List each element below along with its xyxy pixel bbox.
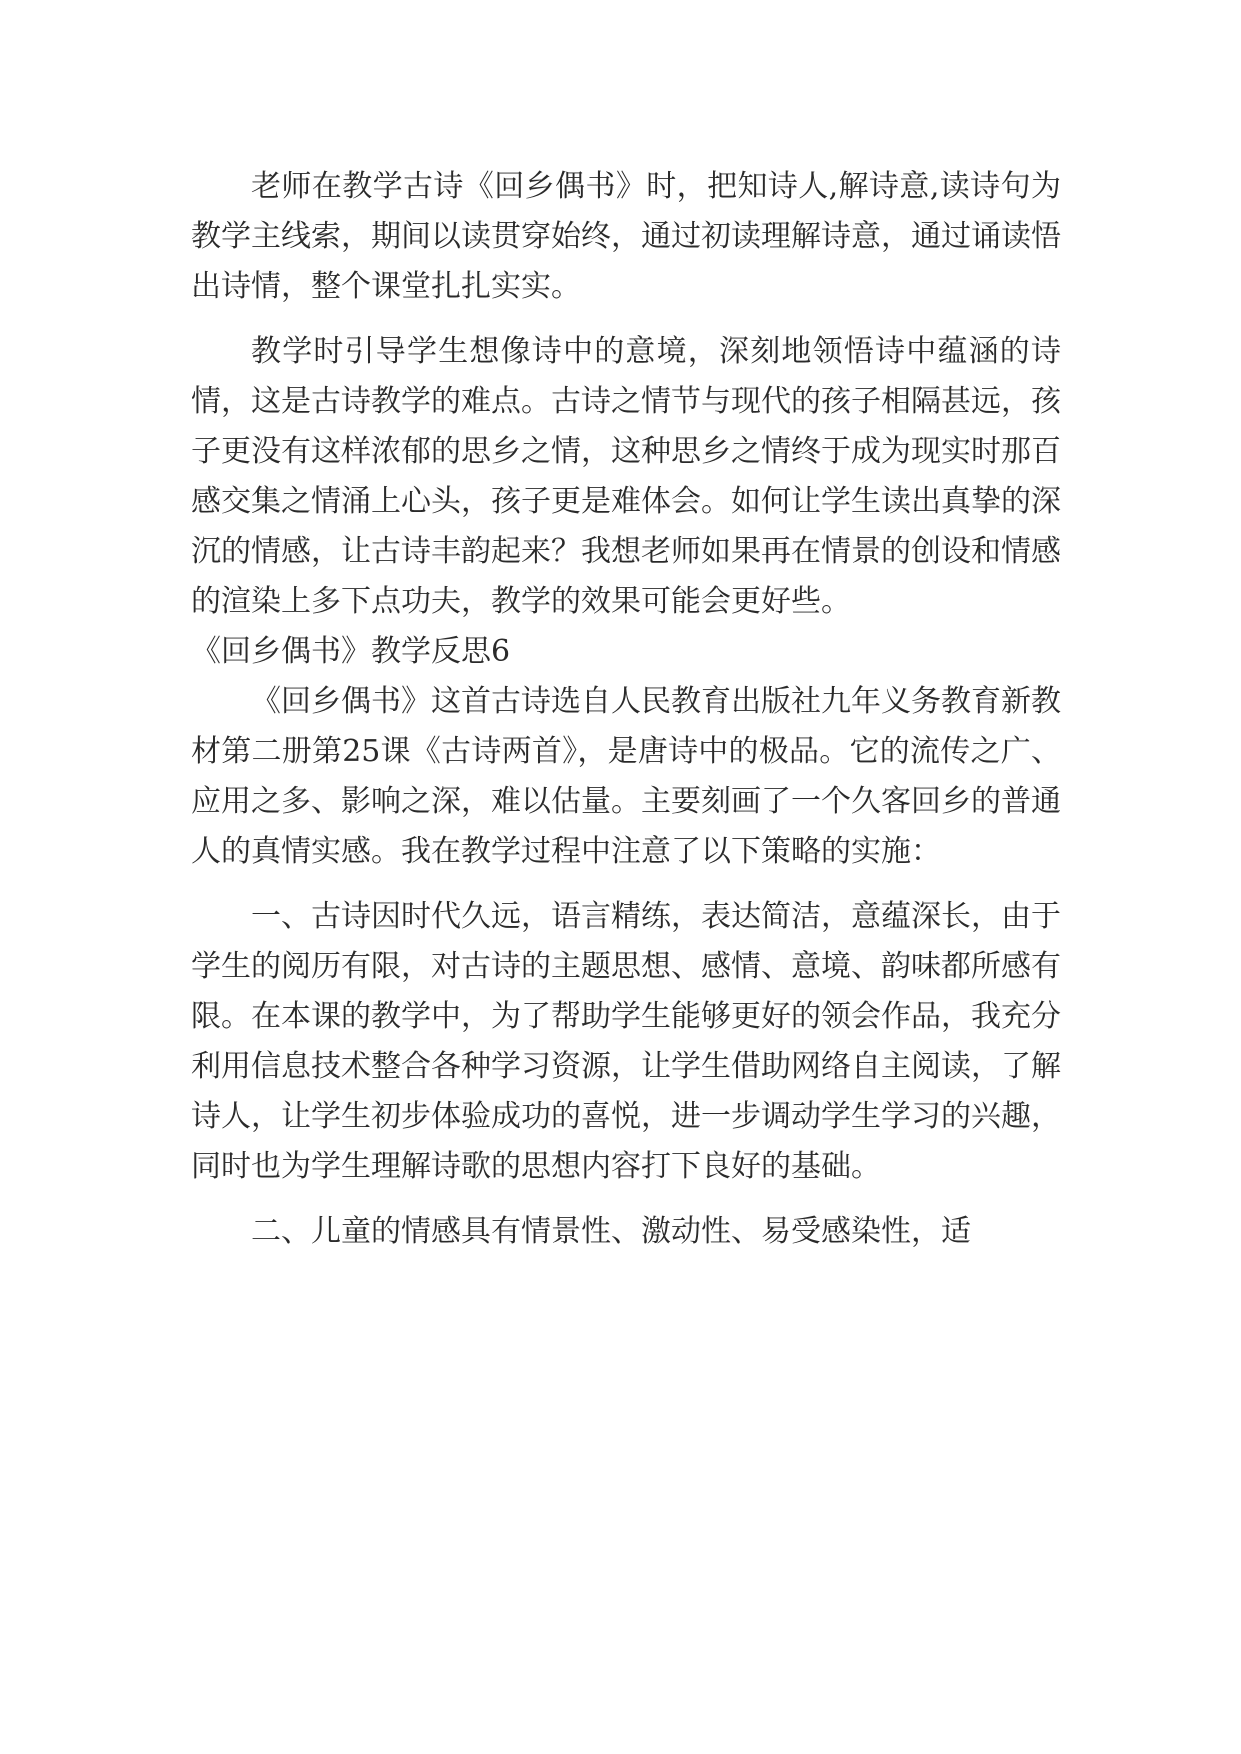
paragraph-poem-introduction: 《回乡偶书》这首古诗选自人民教育出版社九年义务教育新教材第二册第25课《古诗两首》，是唐诗中的极品。它的流传之广、应用之多、影响之深，难以估量。主要刻画了一个久客回乡的普通人的真情实感。我在教学过程中注意了以下策略的实施： [191, 684, 1061, 869]
document-body [191, 162, 1061, 1257]
paragraph-strategy-one: 一、古诗因时代久远，语言精练，表达简洁，意蕴深长，由于学生的阅历有限，对古诗的主题思想、感情、意境、韵味都所感有限。在本课的教学中，为了帮助学生能够更好的领会作品，我充分利用信息技术整合各种学习资源，让学生借助网络自主阅读，了解诗人，让学生初步体验成功的喜悦，进一步调动学生学习的兴趣，同时也为学生理解诗歌的思想内容打下良好的基础。 [191, 899, 1061, 1184]
section-heading: 《回乡偶书》教学反思6 [191, 634, 511, 669]
paragraph-teaching-difficulty: 教学时引导学生想像诗中的意境，深刻地领悟诗中蕴涵的诗情，这是古诗教学的难点。古诗之情节与现代的孩子相隔甚远，孩子更没有这样浓郁的思乡之情，这种思乡之情终于成为现实时那百感交集之情涌上心头，孩子更是难体会。如何让学生读出真挚的深沉的情感，让古诗丰韵起来？我想老师如果再在情景的创设和情感的渲染上多下点功夫，教学的效果可能会更好些。 [191, 334, 1061, 619]
paragraph-strategy-two: 二、儿童的情感具有情景性、激动性、易受感染性，适 [251, 1214, 971, 1249]
paragraph-teaching-summary: 老师在教学古诗《回乡偶书》时，把知诗人,解诗意,读诗句为教学主线索，期间以读贯穿始终，通过初读理解诗意，通过诵读悟出诗情，整个课堂扎扎实实。 [191, 169, 1061, 304]
